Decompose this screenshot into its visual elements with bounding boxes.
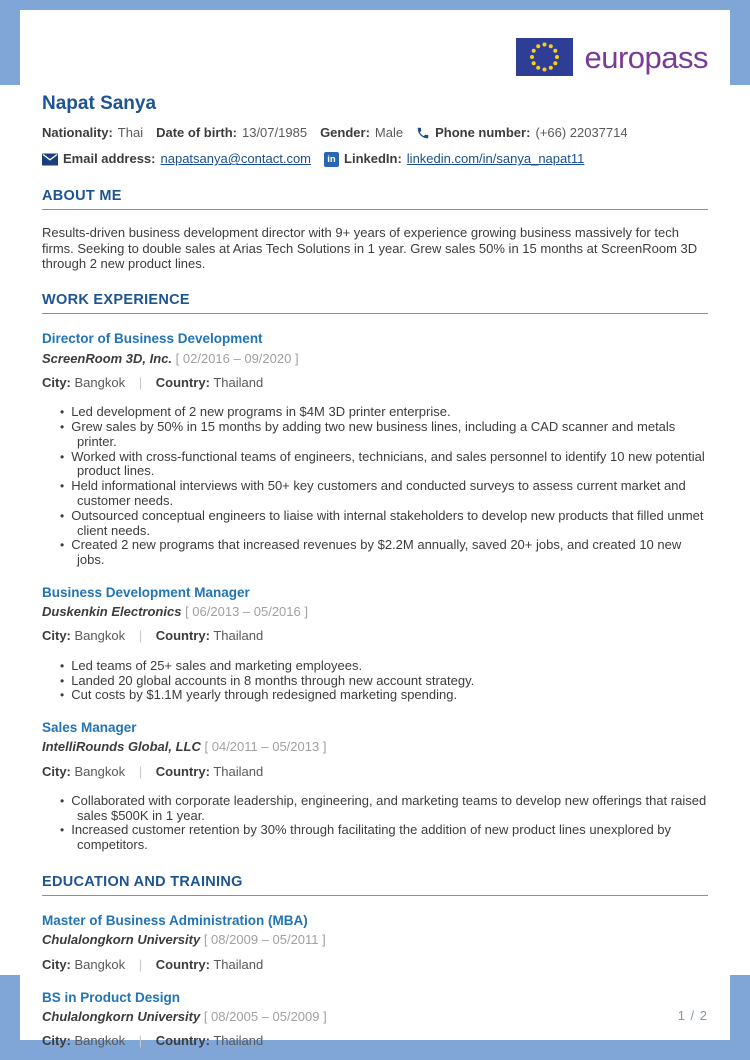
job-entry — [42, 585, 708, 703]
job-title: Sales Manager — [42, 720, 137, 736]
job-entry — [42, 331, 708, 568]
country-value: Thailand — [213, 374, 264, 390]
education-entry — [42, 990, 708, 1050]
linkedin-icon: in — [324, 152, 339, 167]
dob-label: Date of birth: — [156, 124, 237, 140]
country-label: Country: — [155, 763, 210, 779]
nationality-label: Nationality: — [42, 124, 113, 140]
country-value: Thailand — [213, 1033, 264, 1049]
job-title: Business Development Manager — [42, 585, 250, 600]
nationality-value: Thai — [117, 124, 144, 140]
nationality-field — [42, 125, 143, 141]
job-location — [42, 764, 708, 780]
location-separator: | — [138, 956, 143, 972]
phone-label: Phone number: — [435, 124, 531, 140]
cv-content — [42, 0, 708, 1049]
education-title: Master of Business Administration (MBA) — [42, 913, 308, 929]
bullet-item: • Increased customer retention by 30% through facilitating the addition of new product lines unexplored by competitors. — [60, 823, 708, 853]
job-subtitle — [42, 351, 708, 367]
page-indicator: 1 / 2 — [677, 1008, 708, 1023]
city-label: City: — [42, 956, 71, 972]
country-label: Country: — [155, 374, 210, 390]
linkedin-label: LinkedIn: — [344, 151, 402, 167]
section-heading-about: ABOUT ME — [42, 188, 708, 210]
about-text: Results-driven business development director with 9+ years of experience growing business massively for tech firms. Seeking to double sales at Arias Tech Solutions in 1 year. Grew sales 50% in 15 months at ScreenRoom 3D through 2 new product lines. — [42, 225, 698, 272]
phone-field — [416, 125, 628, 141]
section-heading-education: EDUCATION AND TRAINING — [42, 874, 708, 896]
job-bullets — [42, 405, 708, 568]
phone-value: (+66) 22037714 — [535, 124, 628, 140]
section-heading-work: WORK EXPERIENCE — [42, 292, 708, 314]
bullet-item: • Landed 20 global accounts in 8 months through new account strategy. — [60, 674, 708, 689]
gender-label: Gender: — [320, 124, 370, 140]
europass-logo — [42, 0, 708, 76]
city-value: Bangkok — [74, 956, 126, 972]
country-value: Thailand — [213, 628, 264, 644]
job-subtitle — [42, 739, 708, 755]
city-label: City: — [42, 1033, 71, 1049]
education-school: Chulalongkorn University — [42, 932, 201, 948]
dob-value: 13/07/1985 — [241, 124, 308, 140]
city-value: Bangkok — [74, 628, 126, 644]
location-separator: | — [138, 628, 143, 644]
city-value: Bangkok — [74, 374, 126, 390]
country-label: Country: — [155, 956, 210, 972]
country-value: Thailand — [213, 763, 264, 779]
linkedin-link[interactable]: linkedin.com/in/sanya_napat11 — [406, 151, 585, 167]
phone-icon — [416, 126, 430, 140]
gender-value: Male — [374, 124, 404, 140]
job-company: IntelliRounds Global, LLC — [42, 739, 201, 755]
job-location — [42, 375, 708, 391]
bullet-item: • Created 2 new programs that increased revenues by $2.2M annually, saved 20+ jobs, and created 10 new jobs. — [60, 538, 708, 568]
contact-row-2 — [42, 151, 708, 167]
job-subtitle — [42, 604, 708, 620]
job-dates: [ 04/2011 – 05/2013 ] — [204, 739, 327, 755]
education-entry — [42, 913, 708, 973]
education-dates: [ 08/2005 – 05/2009 ] — [203, 1008, 327, 1024]
email-label: Email address: — [63, 151, 156, 167]
job-location — [42, 628, 708, 644]
bullet-item: • Led development of 2 new programs in $4M 3D printer enterprise. — [60, 405, 708, 420]
email-link[interactable]: napatsanya@contact.com — [160, 151, 312, 167]
city-label: City: — [42, 628, 71, 644]
job-dates: [ 06/2013 – 05/2016 ] — [185, 604, 308, 620]
email-field — [42, 151, 311, 167]
education-location — [42, 957, 708, 973]
europass-wordmark: europass — [584, 39, 708, 75]
bullet-item: • Held informational interviews with 50+ key customers and conducted surveys to assess current market and customer needs. — [60, 479, 708, 509]
job-company: Duskenkin Electronics — [42, 604, 182, 620]
education-subtitle — [42, 932, 708, 948]
education-dates: [ 08/2009 – 05/2011 ] — [203, 932, 326, 948]
education-location — [42, 1033, 708, 1049]
envelope-icon — [42, 153, 58, 166]
dob-field — [156, 125, 307, 141]
bullet-item: • Grew sales by 50% in 15 months by adding two new business lines, including a CAD scanner and metals printer. — [60, 420, 708, 450]
country-label: Country: — [155, 628, 210, 644]
location-separator: | — [138, 763, 143, 779]
job-company: ScreenRoom 3D, Inc. — [42, 350, 173, 366]
city-label: City: — [42, 374, 71, 390]
job-entry — [42, 720, 708, 853]
bullet-item: • Led teams of 25+ sales and marketing employees. — [60, 659, 708, 674]
city-value: Bangkok — [74, 1033, 126, 1049]
contact-row-1 — [42, 125, 708, 141]
job-bullets — [42, 794, 708, 853]
person-name: Napat Sanya — [42, 93, 157, 114]
city-value: Bangkok — [74, 763, 126, 779]
gender-field — [320, 125, 403, 141]
bullet-item: • Worked with cross-functional teams of engineers, technicians, and sales personnel to identify 10 new potential product lines. — [60, 450, 708, 480]
education-subtitle — [42, 1009, 708, 1025]
job-title: Director of Business Development — [42, 331, 263, 347]
eu-flag-icon — [516, 38, 573, 76]
bullet-item: • Collaborated with corporate leadership, engineering, and marketing teams to develop new offerings that raised sales $500K in 1 year. — [60, 794, 708, 824]
linkedin-field — [324, 151, 584, 167]
bullet-item: • Cut costs by $1.1M yearly through redesigned marketing spending. — [60, 688, 708, 703]
bullet-item: • Outsourced conceptual engineers to liaise with internal stakeholders to develop new products that filled unmet client needs. — [60, 509, 708, 539]
country-label: Country: — [155, 1033, 210, 1049]
education-school: Chulalongkorn University — [42, 1008, 201, 1024]
country-value: Thailand — [213, 956, 264, 972]
city-label: City: — [42, 763, 71, 779]
job-dates: [ 02/2016 – 09/2020 ] — [175, 350, 299, 366]
location-separator: | — [138, 1033, 143, 1049]
job-bullets — [42, 659, 708, 703]
location-separator: | — [138, 374, 143, 390]
education-title: BS in Product Design — [42, 989, 181, 1005]
